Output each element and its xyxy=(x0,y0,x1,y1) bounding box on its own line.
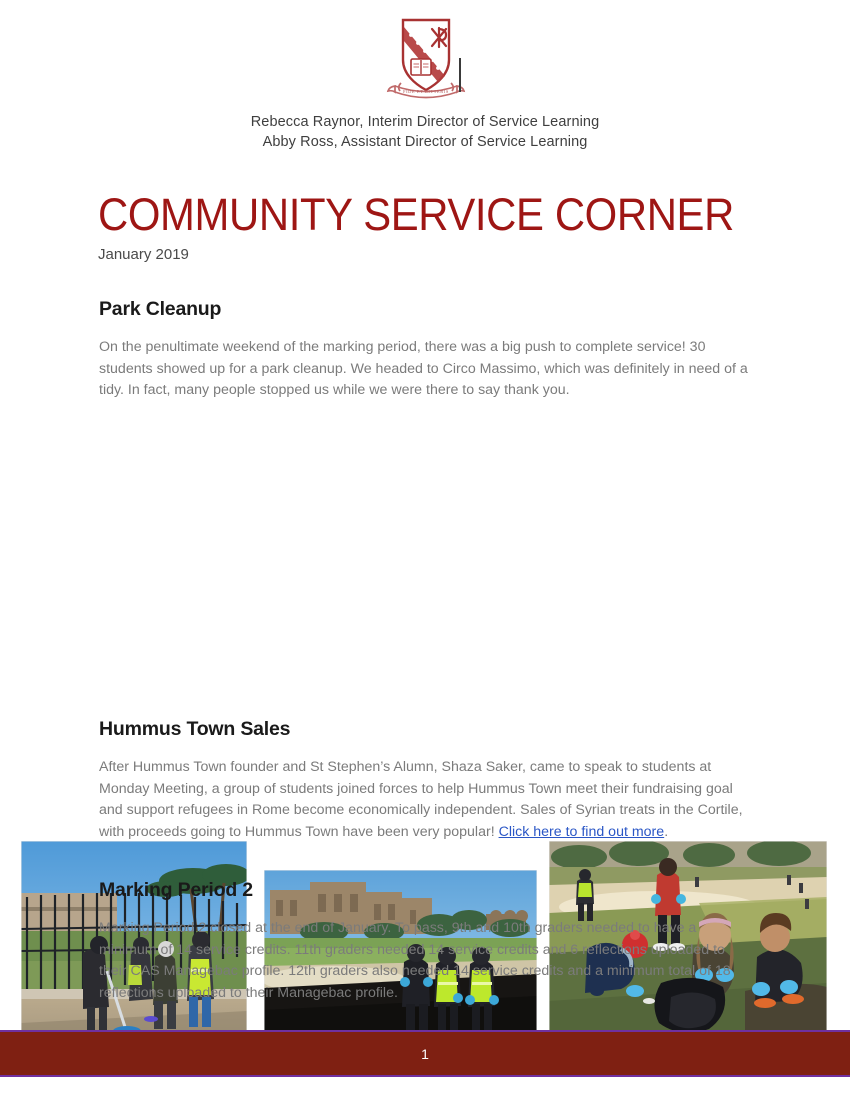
photo-strip xyxy=(0,420,850,655)
crest-container xyxy=(375,14,475,104)
section-heading-marking-period-2: Marking Period 2 xyxy=(99,879,253,901)
section-heading-park-cleanup: Park Cleanup xyxy=(99,298,222,320)
hummus-body-text-before-link: After Hummus Town founder and St Stephen’s Alumn, Shaza Saker, came to speak to students at Monday Meeting, a group of students joined forces to help Hummus Town meet their fundraising goal and support refugees in Rome become economically independent. Sales of Syrian treats in the Cortile, with proceeds going to Hummus Town have been very popular! xyxy=(99,759,743,840)
page-footer xyxy=(0,1030,850,1077)
byline xyxy=(0,112,850,152)
byline-line-1: Rebecca Raynor, Interim Director of Service Learning xyxy=(250,114,600,130)
masthead xyxy=(0,0,850,152)
section-park-cleanup xyxy=(99,298,751,402)
section-hummus-town-sales xyxy=(99,718,751,843)
issue-date: January 2019 xyxy=(98,246,189,263)
page-number: 1 xyxy=(421,1045,429,1062)
byline-line-2: Abby Ross, Assistant Director of Service Learning xyxy=(262,134,588,150)
text-cursor xyxy=(459,58,461,92)
section-body-park-cleanup: On the penultimate weekend of the marking period, there was a big push to complete service! 30 students showed up for a park cleanup. We headed to Circo Massimo, which was definitely in need of a tidy. In fact, many people stopped us while we were there to say thank you. xyxy=(99,339,748,398)
section-body-hummus-town-sales xyxy=(99,757,751,843)
section-marking-period-2 xyxy=(99,879,751,1004)
svg-text:FIDE ET LITTERIS: FIDE ET LITTERIS xyxy=(403,89,449,94)
section-heading-hummus-town-sales: Hummus Town Sales xyxy=(99,718,291,740)
find-out-more-link[interactable]: Click here to find out more xyxy=(498,823,665,840)
section-body-marking-period-2: Marking Period 2 closed at the end of January. To pass, 9th and 10th graders needed to have a minimum of 14 service credits. 11th graders needed 14 service credits and 6 reflections uploaded to their CAS Managebac profile. 12th graders also needed 14 service credits and a minimum total of 18 reflections uploaded to their Managebac profile. xyxy=(99,920,731,1001)
title-block xyxy=(98,190,798,263)
page-title: COMMUNITY SERVICE CORNER xyxy=(98,189,734,240)
hummus-body-text-after-link: . xyxy=(664,823,669,840)
